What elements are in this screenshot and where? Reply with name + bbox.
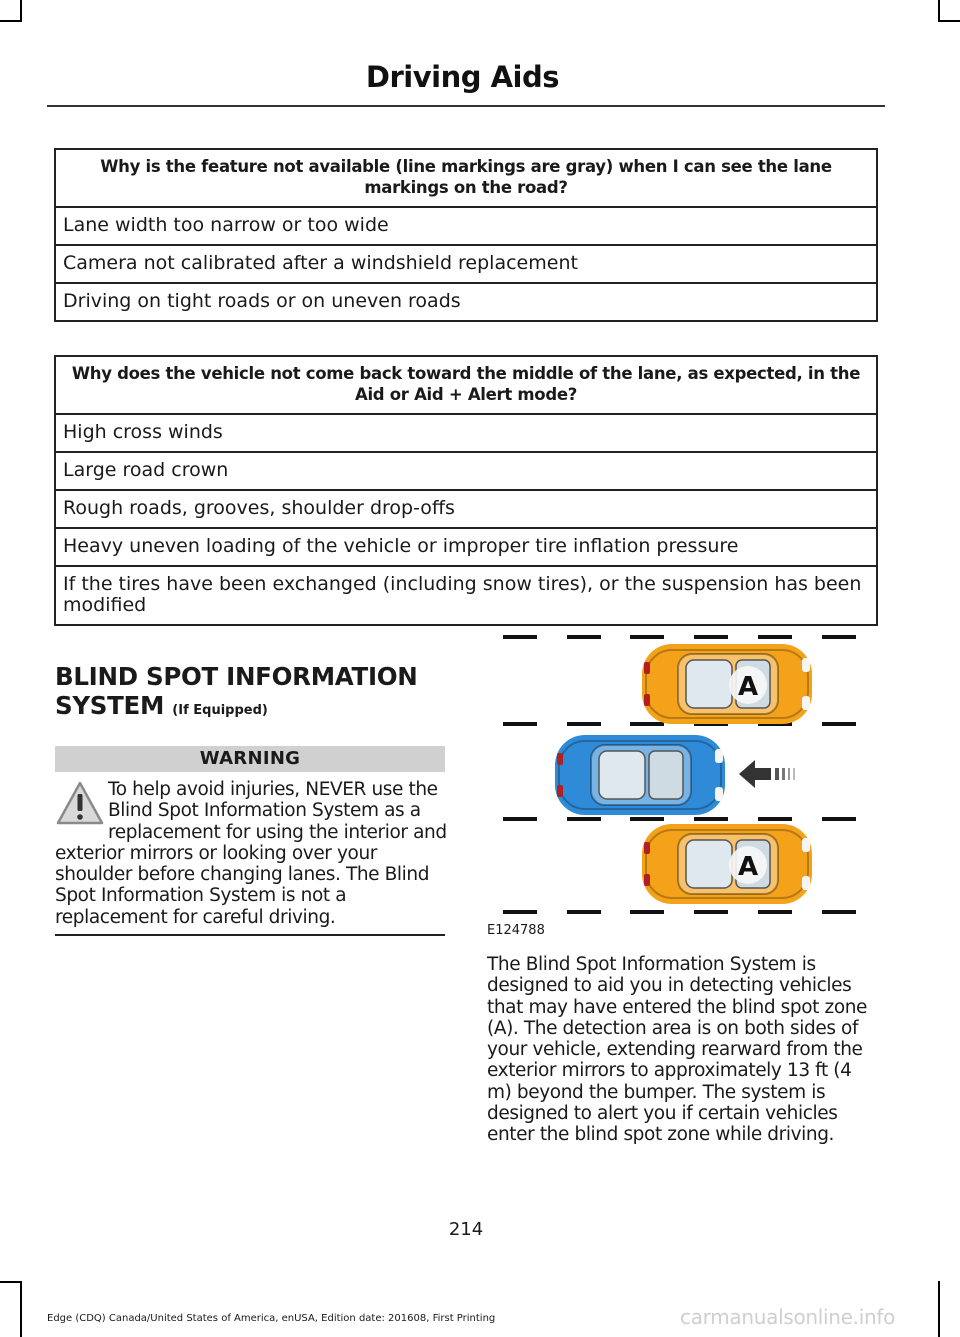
- body-paragraph: The Blind Spot Information System is designed to aid you in detecting vehicles that may have entered the blind spot zone (A). The detection area is on both sides of your vehicle, extending rearward from the exterior mirrors to approximately 13 ft (4 m) beyond the bumper. The system is designed to alert you if certain vehicles enter the blind spot zone while driving.: [487, 954, 868, 1146]
- warning-text: To help avoid injuries, NEVER use the Blind Spot Information System as a replacement for using the interior and exterior mirrors or looking over your shoulder before changing lanes. The Blind Spot Information System is not a replacement for careful driving.: [55, 779, 447, 928]
- footer-text: Edge (CDQ) Canada/United States of America, enUSA, Edition date: 201608, First Printing: [47, 1313, 496, 1324]
- table-row: Driving on tight roads or on uneven roads: [55, 283, 877, 321]
- crop-mark: [938, 20, 960, 22]
- crop-mark: [938, 0, 940, 22]
- table-heading: Why does the vehicle not come back toward the middle of the lane, as expected, in the Aid or Aid + Alert mode?: [55, 356, 877, 414]
- section-heading: BLIND SPOT INFORMATION SYSTEM (If Equipped): [55, 662, 418, 720]
- figure-id: E124788: [487, 923, 545, 938]
- lane-marking: [503, 635, 856, 639]
- faq-table-feature-unavailable: [54, 148, 878, 322]
- crop-mark: [938, 1281, 940, 1337]
- table-row: Large road crown: [55, 452, 877, 490]
- table-row: If the tires have been exchanged (including snow tires), or the suspension has been modified: [55, 566, 877, 625]
- crop-mark: [20, 0, 22, 22]
- faq-table-vehicle-not-centering: [54, 355, 878, 626]
- crop-mark: [0, 1281, 20, 1283]
- warning-label: WARNING: [55, 746, 445, 772]
- zone-label-a: A: [737, 852, 759, 882]
- table-heading: Why is the feature not available (line markings are gray) when I can see the lane markings on the road?: [55, 149, 877, 207]
- crop-mark: [20, 1281, 22, 1337]
- table-row: Heavy uneven loading of the vehicle or improper tire inflation pressure: [55, 528, 877, 566]
- watermark: carmanualsonline.info: [680, 1305, 896, 1329]
- host-vehicle: [555, 735, 725, 815]
- lane-marking: [503, 817, 856, 821]
- zone-label-a: A: [737, 672, 759, 702]
- lane-marking: [503, 910, 856, 914]
- page-title: Driving Aids: [365, 60, 559, 94]
- blind-spot-vehicle: [642, 644, 812, 724]
- table-row: Rough roads, grooves, shoulder drop-offs: [55, 490, 877, 528]
- table-row: High cross winds: [55, 414, 877, 452]
- table-row: Camera not calibrated after a windshield replacement: [55, 245, 877, 283]
- approach-arrow-icon: [739, 760, 795, 788]
- section-qualifier: (If Equipped): [172, 703, 268, 718]
- blind-spot-diagram: [487, 622, 879, 922]
- header-divider: [47, 105, 885, 107]
- warning-divider: [55, 934, 445, 936]
- blind-spot-vehicle: [642, 824, 812, 904]
- crop-mark: [0, 20, 20, 22]
- page-number: 214: [448, 1219, 484, 1240]
- table-row: Lane width too narrow or too wide: [55, 207, 877, 245]
